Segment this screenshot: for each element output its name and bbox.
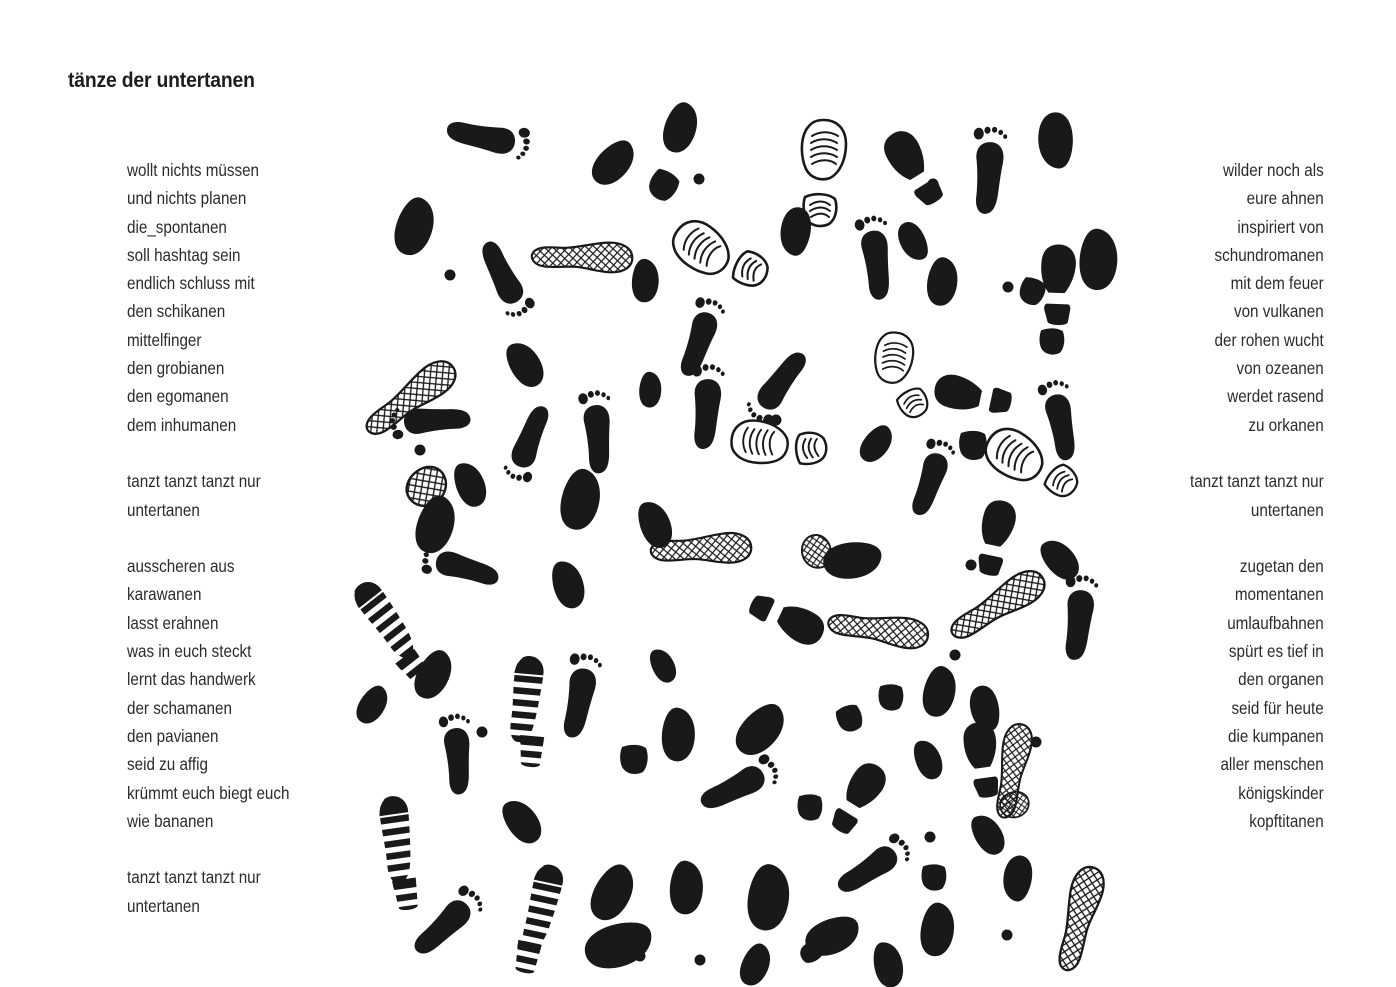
footprint-dot-icon xyxy=(928,179,939,190)
footprint-treadheel-icon xyxy=(795,431,828,465)
footprint-blob-icon xyxy=(1036,111,1075,170)
poem-line: untertanen xyxy=(1251,499,1324,520)
footprint-blob-icon xyxy=(869,939,908,987)
poem-line: endlich schluss mit xyxy=(127,273,255,294)
poem-line: umlaufbahnen xyxy=(1227,612,1324,633)
footprint-foot-icon xyxy=(970,126,1008,215)
page-title: tänze der untertanen xyxy=(68,68,255,92)
poem-line: untertanen xyxy=(127,895,200,916)
footprint-blob-icon xyxy=(735,940,775,987)
footprint-dot-icon xyxy=(1002,930,1013,941)
poem-line: kopftitanen xyxy=(1249,810,1324,831)
footprint-foot-icon xyxy=(854,214,898,302)
footprint-foot-icon xyxy=(1036,378,1083,463)
footprint-blob-icon xyxy=(925,256,959,307)
footprint-foot-icon xyxy=(556,651,603,741)
footprint-hatch-icon xyxy=(827,611,930,650)
footprint-foot-icon xyxy=(1059,574,1099,662)
footprint-blob-icon xyxy=(546,556,591,612)
footprint-blob-icon xyxy=(662,708,695,762)
footprint-treadtoe-icon xyxy=(978,421,1051,489)
footprint-treadtoe-icon xyxy=(730,419,790,466)
footprint-heel-icon xyxy=(921,864,946,890)
footprint-foot-icon xyxy=(438,713,476,796)
footprint-stripeheel-icon xyxy=(512,940,542,975)
footprint-blob-icon xyxy=(779,206,813,257)
footprint-blob-icon xyxy=(645,645,682,687)
footprint-blob-icon xyxy=(1002,854,1034,902)
poem-line: den schikanen xyxy=(127,301,226,322)
poem-line: untertanen xyxy=(127,499,200,520)
footprint-heel-icon xyxy=(620,745,648,774)
poem-line: wie bananen xyxy=(127,810,214,831)
footprint-stripeheel-icon xyxy=(518,735,545,768)
footprint-treadheel-icon xyxy=(730,248,773,291)
footprint-foot-icon xyxy=(444,115,532,161)
poem-line: was in euch steckt xyxy=(127,641,252,662)
footprint-blob-icon xyxy=(557,466,605,533)
footprint-treadheel-icon xyxy=(1042,461,1083,502)
poem-line: wollt nichts müssen xyxy=(127,160,260,180)
footprint-heel-icon xyxy=(797,794,822,820)
poem-line: ausscheren aus xyxy=(127,556,235,577)
footprint-blob-icon xyxy=(892,217,934,265)
footprint-shoe-icon xyxy=(961,720,1004,800)
poem-line: die_spontanen xyxy=(127,216,227,237)
poem-line: lasst erahnen xyxy=(127,612,219,633)
footprint-blob-icon xyxy=(447,458,492,512)
footprint-stripesole-icon xyxy=(519,862,566,953)
poem-line: eure ahnen xyxy=(1246,188,1324,209)
footprint-blob-icon xyxy=(639,372,661,408)
poem-line: momentanen xyxy=(1235,584,1324,605)
footprint-dot-icon xyxy=(695,955,706,966)
poem-line: seid für heute xyxy=(1231,697,1324,718)
poem-line: soll hashtag sein xyxy=(127,244,241,265)
footprint-stripesole-icon xyxy=(348,576,425,662)
footprint-blob-icon xyxy=(919,664,959,720)
footprint-hatch-icon xyxy=(531,242,632,275)
footprint-heel-icon xyxy=(644,166,682,205)
footprint-dot-icon xyxy=(415,445,426,456)
footprint-foot-icon xyxy=(501,401,556,485)
poem-line: mittelfinger xyxy=(127,329,202,350)
footprint-blob-icon xyxy=(632,259,659,302)
poem-line: von vulkanen xyxy=(1234,301,1324,322)
footprint-blob-icon xyxy=(351,681,393,729)
footprint-shoe-icon xyxy=(745,587,830,650)
footprint-blob-icon xyxy=(728,696,794,764)
footprint-shoe-icon xyxy=(878,125,950,212)
footprint-dot-icon xyxy=(694,174,705,185)
footprint-blob-icon xyxy=(919,901,957,957)
footprint-shoe-icon xyxy=(971,497,1019,578)
footprint-foot-icon xyxy=(419,543,503,592)
footprint-dot-icon xyxy=(950,650,961,661)
poem-line: tanzt tanzt tanzt nur xyxy=(1190,471,1324,492)
footprint-blob-icon xyxy=(584,858,642,927)
footprint-blob-icon xyxy=(495,793,549,849)
footprint-shoe-icon xyxy=(824,757,892,839)
poem-line: schundromanen xyxy=(1214,244,1324,265)
footprint-blob-icon xyxy=(745,862,792,932)
stanza-gap xyxy=(1190,524,1324,552)
footprint-foot-icon xyxy=(688,363,725,450)
footprint-dot-icon xyxy=(635,951,646,962)
poem-line: der rohen wucht xyxy=(1214,329,1324,350)
poem-line: zugetan den xyxy=(1240,556,1324,577)
poem-line: die kumpanen xyxy=(1228,725,1324,746)
poem-line: zu orkanen xyxy=(1248,414,1324,435)
poem-line: wilder noch als xyxy=(1223,160,1324,180)
footprint-blob-icon xyxy=(579,913,658,977)
footprint-dot-icon xyxy=(445,270,456,281)
footprint-treadtoe-icon xyxy=(873,331,915,384)
footprint-blob-icon xyxy=(585,133,642,192)
footprint-dot-icon xyxy=(477,727,488,738)
footprint-stripesole-icon xyxy=(377,794,418,884)
stanza-gap xyxy=(127,439,289,467)
footprint-hatch-icon xyxy=(1054,864,1107,974)
poem-line: lernt das handwerk xyxy=(127,669,256,690)
footprint-heel-icon xyxy=(878,684,903,710)
poem-line: krümmt euch biegt euch xyxy=(127,782,290,803)
poem-line: tanzt tanzt tanzt nur xyxy=(127,471,261,492)
footprint-foot-icon xyxy=(905,436,958,520)
footprint-shoe-icon xyxy=(931,371,1014,420)
footprint-blob-icon xyxy=(499,336,551,393)
footprint-blob-icon xyxy=(659,99,703,157)
stanza-gap xyxy=(127,835,289,863)
footprint-blob-icon xyxy=(1079,229,1117,290)
footprint-hatch-icon xyxy=(946,563,1051,650)
footprint-treadtoe-icon xyxy=(665,213,739,283)
footprint-blob-icon xyxy=(389,193,439,259)
poem-line: dem inhumanen xyxy=(127,414,237,435)
poem-line: und nichts planen xyxy=(127,188,247,209)
footprint-heel-icon xyxy=(834,702,866,735)
footprint-heel-icon xyxy=(1039,328,1064,354)
poem-line: der schamanen xyxy=(127,697,232,718)
poem-line: königskinder xyxy=(1238,782,1324,803)
footprint-foot-icon xyxy=(407,882,488,963)
footprint-foot-icon xyxy=(472,236,537,322)
footprint-blob-icon xyxy=(670,861,703,915)
stanza-gap xyxy=(1190,439,1324,467)
poem-line: den pavianen xyxy=(127,725,219,746)
poem-line: von ozeanen xyxy=(1236,358,1324,379)
footprint-foot-icon xyxy=(831,830,915,902)
poem-line: seid zu affig xyxy=(127,754,208,775)
left-poem-column xyxy=(127,156,289,920)
footprint-dot-icon xyxy=(925,832,936,843)
footprint-foot-icon xyxy=(578,389,617,474)
poem-line: tanzt tanzt tanzt nur xyxy=(127,867,261,888)
right-poem-column xyxy=(1190,156,1324,835)
poem-line: karawanen xyxy=(127,584,202,605)
footprint-dot-icon xyxy=(1003,282,1014,293)
footprint-treadheel-icon xyxy=(895,385,933,422)
footprint-foot-icon xyxy=(695,752,783,819)
footprint-stripeheel-icon xyxy=(392,877,420,911)
footprint-blob-icon xyxy=(908,736,948,784)
poem-line: aller menschen xyxy=(1220,754,1324,775)
poem-line: den grobianen xyxy=(127,358,225,379)
poem-line: inspiriert von xyxy=(1237,216,1324,237)
poem-line: den egomanen xyxy=(127,386,229,407)
stanza-gap xyxy=(127,524,289,552)
poem-line: den organen xyxy=(1238,669,1324,690)
poem-line: mit dem feuer xyxy=(1230,273,1324,294)
footprint-stripesole-icon xyxy=(508,655,545,744)
poem-line: spürt es tief in xyxy=(1229,641,1324,662)
footprint-treadtoe-icon xyxy=(802,120,846,179)
footprint-dot-icon xyxy=(966,560,977,571)
footprint-blob-icon xyxy=(854,420,898,468)
poem-line: werdet rasend xyxy=(1227,386,1324,407)
footprint-heel-icon xyxy=(959,431,987,460)
